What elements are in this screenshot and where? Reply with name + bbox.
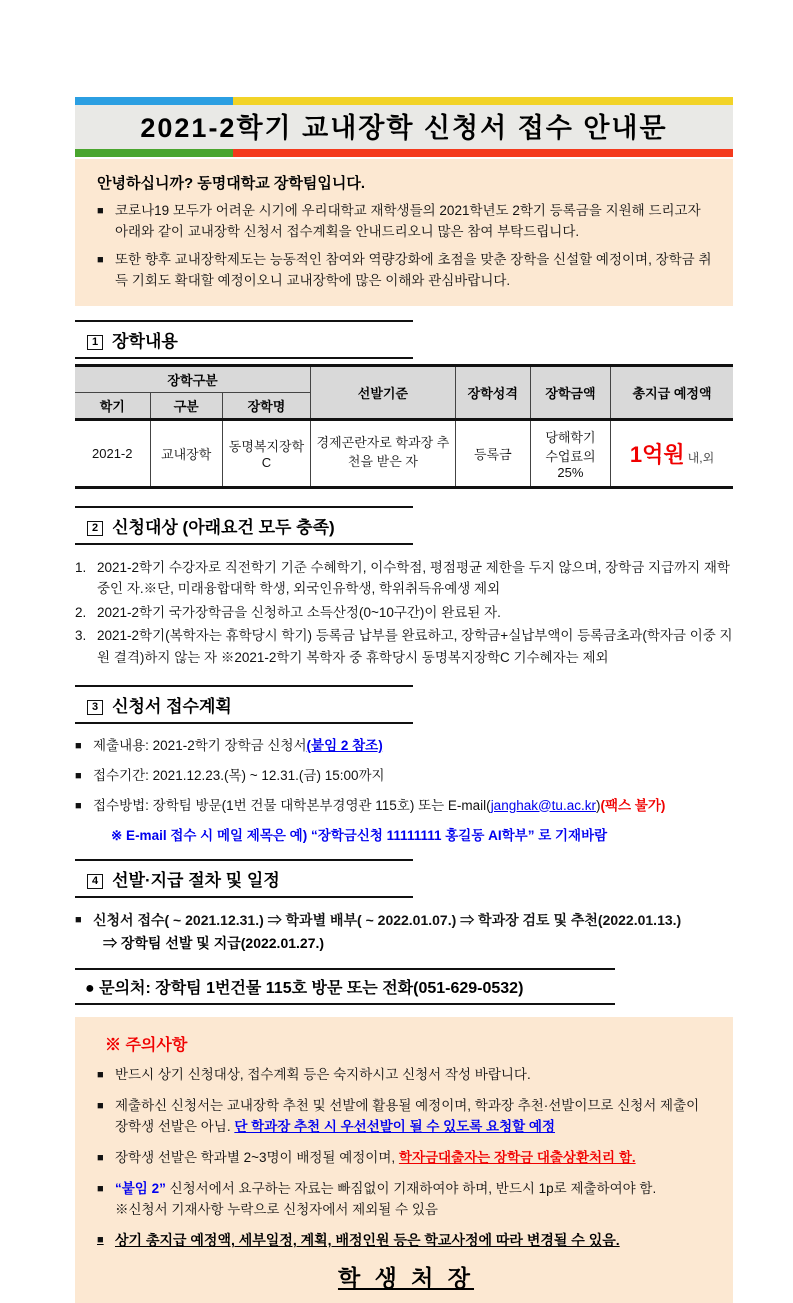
cell-amount-line2: 수업료의 25% xyxy=(545,448,596,480)
cell-total xyxy=(611,419,733,487)
greeting-bullet-1 xyxy=(97,201,715,243)
cell-category: 교내장학 xyxy=(150,419,222,487)
list-item xyxy=(75,602,733,624)
scholarship-table xyxy=(75,364,733,489)
col-header-name: 장학명 xyxy=(222,392,310,419)
scholarship-table-header xyxy=(75,365,733,419)
notice-item-2-text: 제출하신 신청서는 교내장학 추천 및 선발에 활용될 예정이며, 학과장 추천·선발이므로 신청서 제출이 장학생 선발은 아님. xyxy=(115,1097,700,1134)
schedule-flow xyxy=(75,910,733,955)
cell-type: 등록금 xyxy=(455,419,530,487)
page-title: 2021-2학기 교내장학 신청서 접수 안내문 xyxy=(75,105,733,149)
notice-item-5 xyxy=(97,1230,715,1252)
square-bullet-icon: ■ xyxy=(97,253,104,266)
no-fax-warning: (팩스 불가) xyxy=(600,797,666,813)
square-bullet-icon: ■ xyxy=(97,205,104,217)
square-bullet-icon: ■ xyxy=(97,1234,104,1247)
submission-method-line xyxy=(75,796,733,817)
notice-box xyxy=(75,1017,733,1303)
section-4-number-icon: 4 xyxy=(87,874,103,889)
list-item xyxy=(75,557,733,600)
eligibility-list xyxy=(75,557,733,669)
section-1-title: 장학내용 xyxy=(112,331,178,351)
cell-name: 동명복지장학C xyxy=(222,419,310,487)
section-2-number-icon: 2 xyxy=(87,521,103,536)
banner-top-strip-yellow xyxy=(233,97,733,105)
notice-item-3 xyxy=(97,1148,715,1169)
total-amount-value: 1억원 xyxy=(629,441,685,467)
square-bullet-icon: ■ xyxy=(97,1182,104,1195)
notice-item-2 xyxy=(97,1096,715,1138)
total-amount-suffix: 내,외 xyxy=(687,450,715,465)
greeting-bullet-2 xyxy=(97,250,715,292)
notice-heading: ※ 주의사항 xyxy=(105,1036,188,1054)
square-bullet-icon: ■ xyxy=(75,914,82,927)
notice-item-1 xyxy=(97,1065,715,1086)
list-item-text: 2021-2학기 국가장학금을 신청하고 소득산정(0~10구간)이 완료된 자. xyxy=(97,604,501,620)
submission-period-line xyxy=(75,766,733,787)
cell-amount-line1: 당해학기 xyxy=(545,429,596,445)
list-item-text: 2021-2학기(복학자는 휴학당시 학기) 등록금 납부를 완료하고, 장학금+실납부액이 등록금초과(학자금 이중 지원 결격)하지 않는 자 ※2021-2학기 복학자 중 휴학당시 동명복지장학C 기수혜자는 제외 xyxy=(97,628,733,666)
section-1-heading xyxy=(75,320,413,359)
list-item-number: 3. xyxy=(75,628,87,644)
submit-contents-text: 제출내용: 2021-2학기 장학금 신청서 xyxy=(93,737,307,753)
submission-plan xyxy=(75,736,733,845)
col-header-total: 총지급 예정액 xyxy=(611,365,733,419)
notice-item-3-highlight: 학자금대출자는 장학금 대출상환처리 함. xyxy=(398,1149,636,1165)
banner-bottom-strip-green xyxy=(75,149,233,157)
section-4-title: 선발·지급 절차 및 일정 xyxy=(112,871,280,891)
section-1-number-icon: 1 xyxy=(87,335,103,350)
col-header-semester: 학기 xyxy=(75,392,150,419)
greeting-bullet-1-text: 코로나19 모두가 어려운 시기에 우리대학교 재학생들의 2021학년도 2학기 등록금을 지원해 드리고자 아래와 같이 교내장학 신청서 접수계획을 안내드리오니 많은 참여 부탁드립니다. xyxy=(115,203,701,239)
col-header-type: 장학성격 xyxy=(455,365,530,419)
section-2-heading xyxy=(75,506,413,545)
square-bullet-icon: ■ xyxy=(75,769,82,782)
email-subject-note: ※ E-mail 접수 시 메일 제목은 예) “장학금신청 11111111 홍길동 AI학부” 로 기재바람 xyxy=(111,828,608,844)
banner-bottom-strip xyxy=(75,149,733,157)
list-item-number: 2. xyxy=(75,604,87,620)
notice-item-1-text: 반드시 상기 신청대상, 접수계획 등은 숙지하시고 신청서 작성 바랍니다. xyxy=(115,1066,531,1082)
schedule-flow-text-1: 신청서 접수( ~ 2021.12.31.) ⇒ 학과별 배부( ~ 2022.01.07.) ⇒ 학과장 검토 및 추천(2022.01.13.) xyxy=(93,912,682,929)
list-item-number: 1. xyxy=(75,559,87,575)
contact-info-bar: ● 문의처: 장학팀 1번건물 115호 방문 또는 전화(051-629-0532) xyxy=(75,968,615,1005)
greeting-bullet-2-text: 또한 향후 교내장학제도는 능동적인 참여와 역량강화에 초점을 맞춘 장학을 신설할 예정이며, 장학금 취득 기회도 확대할 예정이오니 교내장학에 많은 이해와 관심바랍니다. xyxy=(115,251,712,288)
list-item xyxy=(75,625,733,668)
list-item-text: 2021-2학기 수강자로 직전학기 기준 수혜학기, 이수학점, 평점평균 제한을 두지 않으며, 장학금 지급까지 재학중인 자.※단, 미래융합대학 학생, 외국인유학생, 학위취득유예생 제외 xyxy=(97,559,730,597)
cell-semester: 2021-2 xyxy=(75,419,150,487)
notice-item-3-text: 장학생 선발은 학과별 2~3명이 배정될 예정이며, xyxy=(115,1149,399,1165)
submission-period-text: 접수기간: 2021.12.23.(목) ~ 12.31.(금) 15:00까지 xyxy=(93,767,385,783)
square-bullet-icon: ■ xyxy=(97,1151,104,1164)
banner-bottom-strip-red xyxy=(233,149,733,157)
schedule-flow-line-1 xyxy=(75,910,733,932)
email-link[interactable]: janghak@tu.ac.kr xyxy=(490,797,596,813)
banner-top-strip-blue xyxy=(75,97,233,105)
section-3-number-icon: 3 xyxy=(87,700,103,715)
notice-item-2-highlight: 단 학과장 추천 시 우선선발이 될 수 있도록 요청할 예정 xyxy=(234,1118,556,1134)
square-bullet-icon: ■ xyxy=(97,1068,104,1081)
schedule-flow-line-2: ⇒ 장학팀 선발 및 지급(2022.01.27.) xyxy=(103,935,325,952)
square-bullet-icon: ■ xyxy=(75,739,82,752)
submission-method-close: ) xyxy=(595,797,601,813)
notice-item-4-subtext: ※신청서 기재사항 누락으로 신청자에서 제외될 수 있음 xyxy=(115,1201,438,1217)
notice-item-4-highlight: “붙임 2” xyxy=(115,1180,166,1196)
col-header-category: 구분 xyxy=(150,392,222,419)
greeting-box xyxy=(75,159,733,306)
square-bullet-icon: ■ xyxy=(75,799,82,812)
signature-student-affairs-director: 학 생 처 장 xyxy=(337,1265,475,1292)
submission-method-text: 접수방법: 장학팀 방문(1번 건물 대학본부경영관 115호) 또는 E-mail( xyxy=(93,797,491,813)
section-3-title: 신청서 접수계획 xyxy=(112,696,232,716)
cell-criteria: 경제곤란자로 학과장 추천을 받은 자 xyxy=(311,419,456,487)
notice-item-4 xyxy=(97,1179,715,1221)
notice-item-4-text: 신청서에서 요구하는 자료는 빠짐없이 기재하여야 하며, 반드시 1p로 제출하여야 함. xyxy=(165,1180,657,1196)
greeting-heading: 안녕하십니까? 동명대학교 장학팀입니다. xyxy=(97,175,365,192)
attachment-reference-link[interactable]: (붙임 2 참조) xyxy=(306,737,383,753)
submit-contents-line xyxy=(75,736,733,757)
table-row xyxy=(75,419,733,487)
square-bullet-icon: ■ xyxy=(97,1099,104,1112)
banner-top-strip xyxy=(75,97,733,105)
section-2-title: 신청대상 (아래요건 모두 충족) xyxy=(112,517,335,537)
col-header-scholarship-group: 장학구분 xyxy=(75,365,311,392)
title-banner xyxy=(75,97,733,157)
col-header-amount: 장학금액 xyxy=(530,365,610,419)
col-header-criteria: 선발기준 xyxy=(311,365,456,419)
section-3-heading xyxy=(75,685,413,724)
cell-amount xyxy=(530,419,610,487)
notice-item-5-text: 상기 총지급 예정액, 세부일정, 계획, 배정인원 등은 학교사정에 따라 변경될 수 있음. xyxy=(115,1232,620,1249)
section-4-heading xyxy=(75,859,413,898)
